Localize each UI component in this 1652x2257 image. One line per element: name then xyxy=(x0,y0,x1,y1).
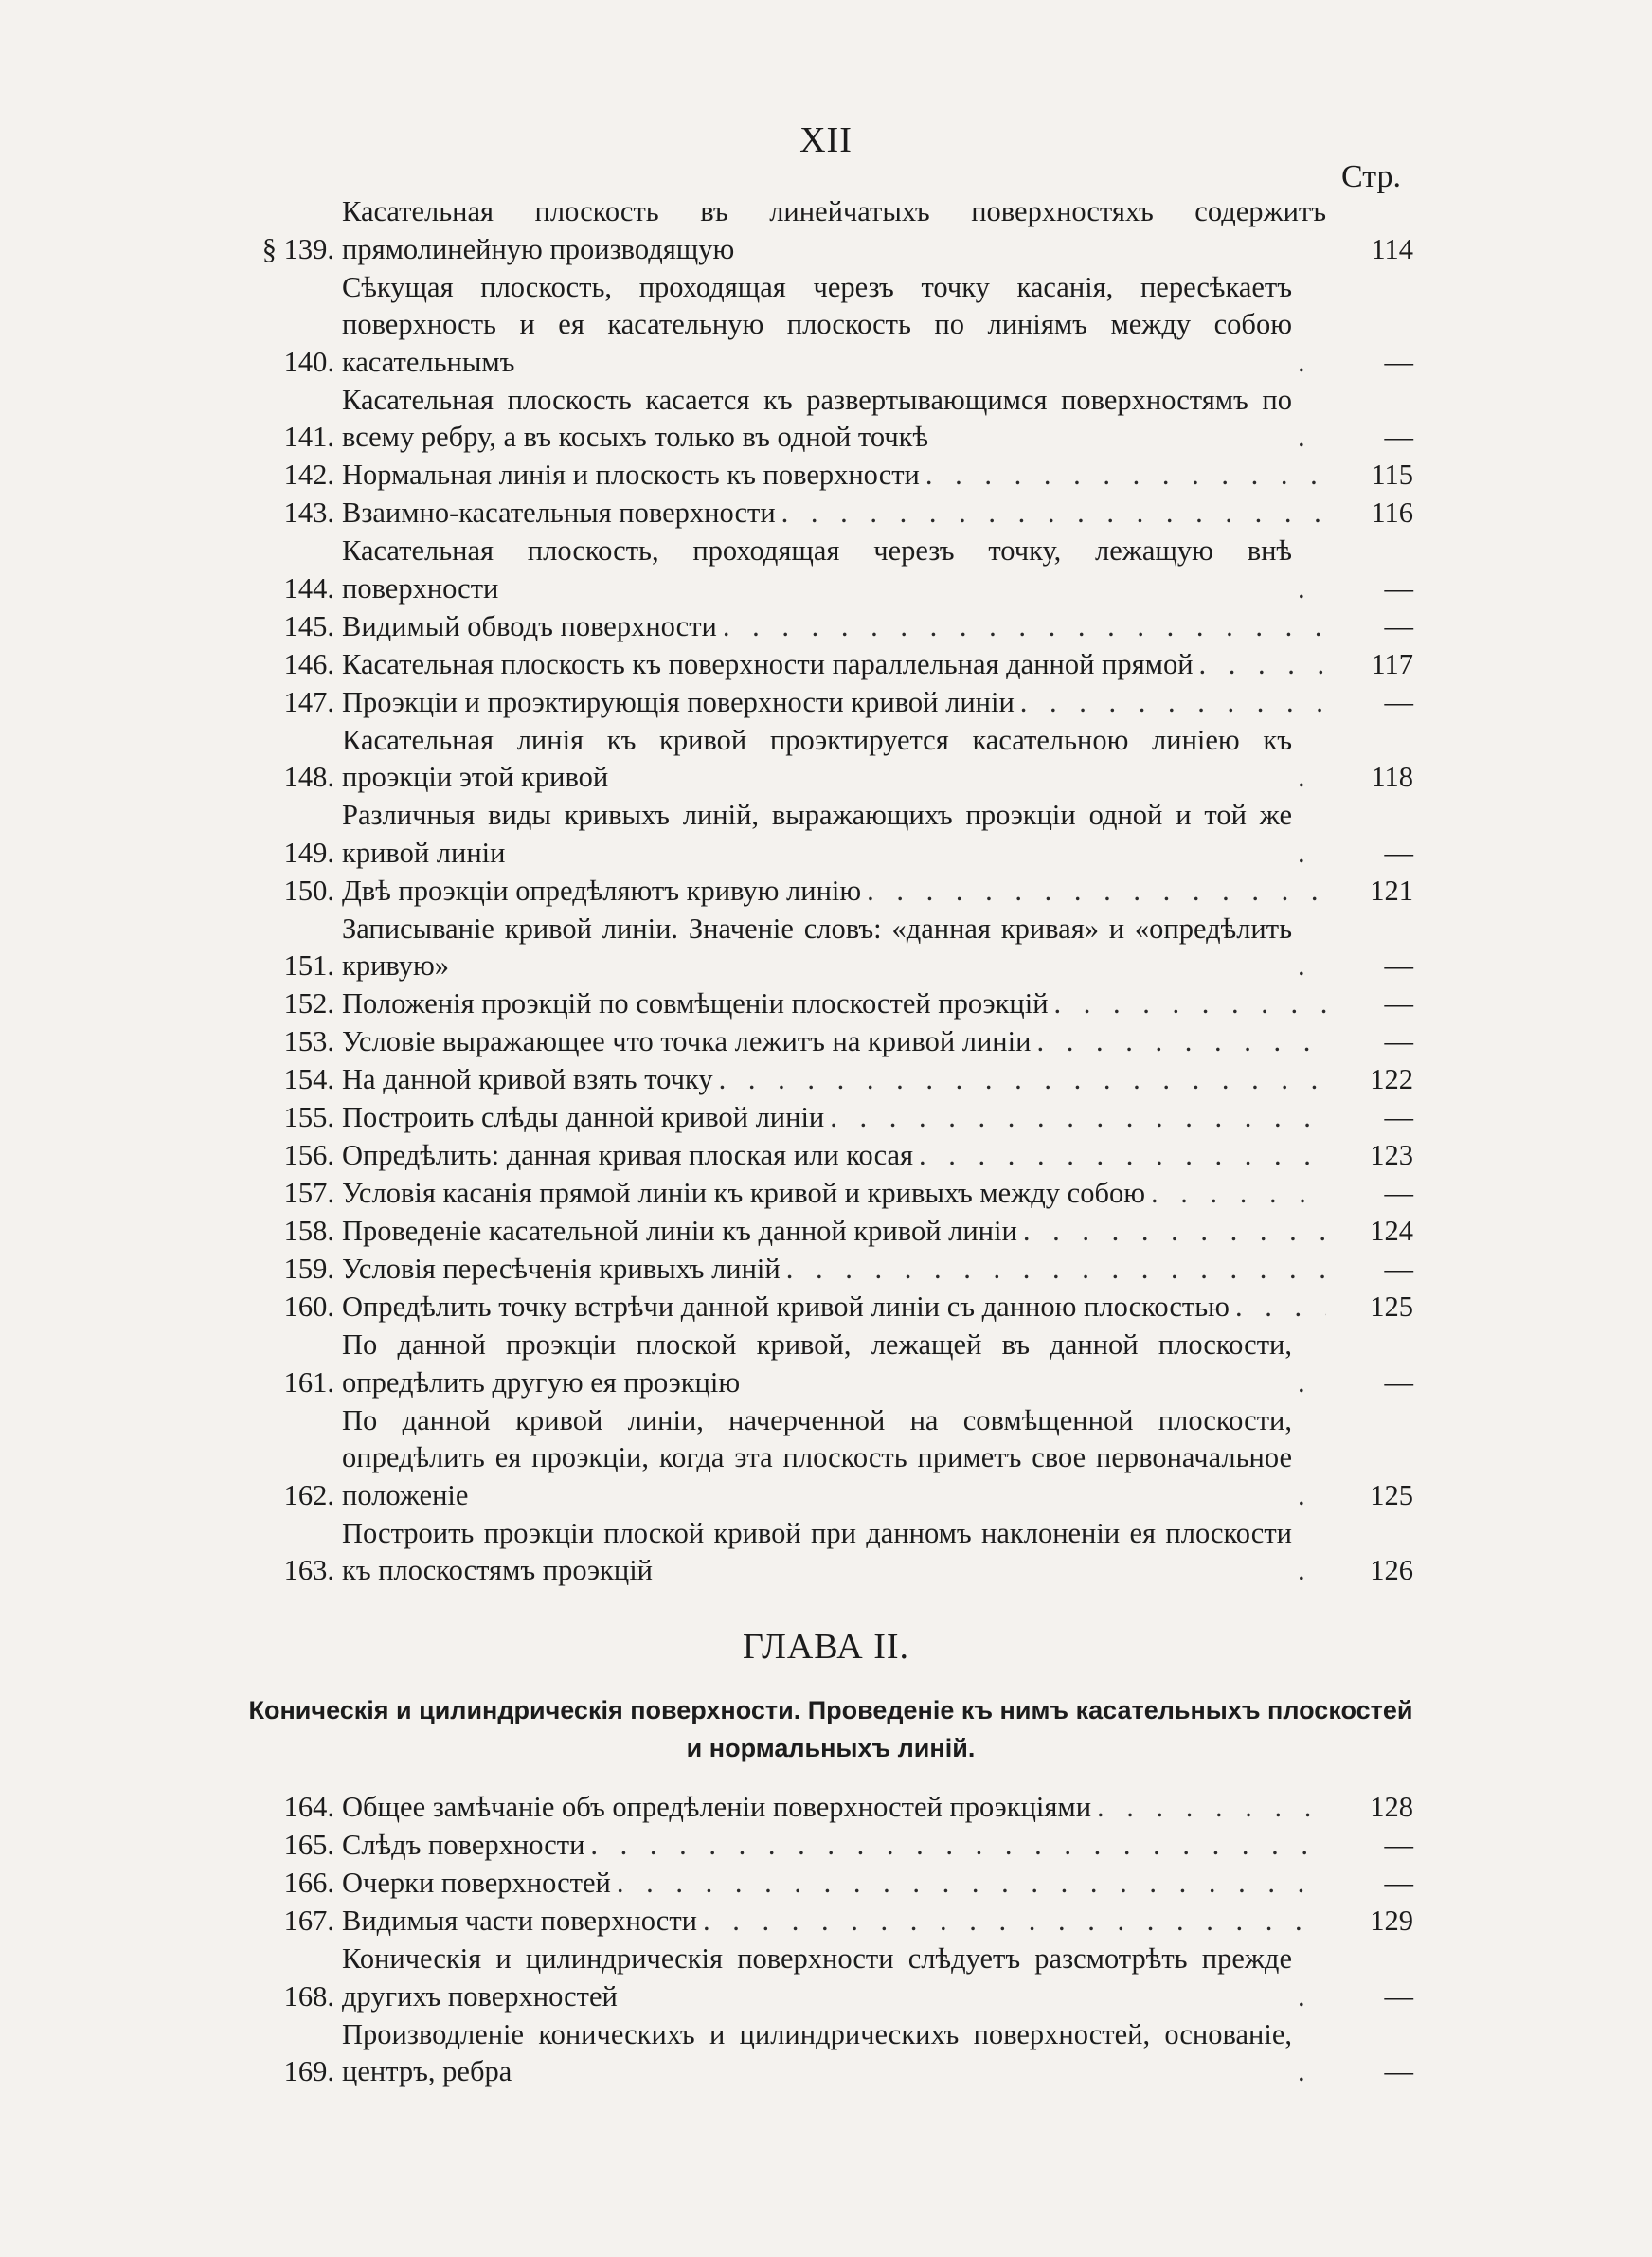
toc-entry-title: Условія касанія прямой линіи къ кривой и кривыхъ между собою xyxy=(342,1177,1145,1209)
toc-entry-page: — xyxy=(1384,1979,1413,2013)
table-of-contents-part1 xyxy=(248,193,1413,1590)
toc-entry xyxy=(248,1175,1413,1213)
chapter-subtitle-line2: и нормальныхъ линій. xyxy=(686,1734,976,1762)
toc-entry-page: — xyxy=(1384,836,1413,869)
toc-entry-number: 158. xyxy=(283,1215,334,1247)
chapter-subtitle-line1: Коническія и цилиндрическія поверхности. Проведеніе къ нимъ касательныхъ плоскостей xyxy=(248,1696,1413,1724)
toc-entry-title: Касательная линія къ кривой проэктируется касательною линіею къ проэкціи этой кривой xyxy=(342,723,1292,793)
toc-entry-title: Различныя виды кривыхъ линій, выражающихъ проэкціи одной и той же кривой линіи xyxy=(342,799,1292,869)
leader-dots xyxy=(1049,985,1326,1023)
toc-entry-page: 124 xyxy=(1370,1215,1413,1247)
toc-entry xyxy=(248,1251,1413,1289)
toc-entry xyxy=(248,797,1413,872)
toc-entry-title: На данной кривой взять точку xyxy=(342,1063,713,1095)
toc-entry-page: — xyxy=(1384,1867,1413,1899)
chapter-title: ГЛАВА II. xyxy=(742,1627,910,1667)
toc-entry-number: 143. xyxy=(283,497,334,529)
toc-entry-title: Положенія проэкцій по совмѣщеніи плоскостей проэкцій xyxy=(342,987,1049,1020)
leader-dots xyxy=(1031,1023,1326,1061)
toc-entry xyxy=(248,1023,1413,1061)
leader-dots xyxy=(1230,1289,1326,1327)
toc-entry-number: 162. xyxy=(283,1478,334,1511)
toc-entry-title: Проэкціи и проэктирующія поверхности кривой линіи xyxy=(342,685,1015,718)
chapter-subtitle xyxy=(248,1691,1413,1767)
toc-entry-number: 153. xyxy=(283,1025,334,1057)
toc-entry xyxy=(248,1289,1413,1327)
toc-entry-page: 123 xyxy=(1370,1139,1413,1171)
leader-dots xyxy=(913,1137,1326,1175)
toc-entry-number: 147. xyxy=(283,685,334,718)
toc-entry xyxy=(248,2016,1413,2091)
toc-entry xyxy=(248,1213,1413,1251)
toc-entry-number: 159. xyxy=(283,1253,334,1285)
toc-entry xyxy=(248,1327,1413,1401)
toc-entry xyxy=(248,608,1413,646)
leader-dots xyxy=(584,1827,1326,1865)
toc-entry-page: — xyxy=(1384,609,1413,642)
toc-entry-title: По данной проэкціи плоской кривой, лежащей въ данной плоскости, опредѣлить другую ея проэкцію xyxy=(342,1328,1292,1399)
page-number: XII xyxy=(799,120,853,160)
leader-dots xyxy=(776,495,1326,533)
toc-entry-title: Опредѣлить точку встрѣчи данной кривой линіи съ данною плоскостью xyxy=(342,1291,1230,1323)
page-column-header: Стр. xyxy=(1340,159,1401,194)
toc-entry-title: Нормальная линія и плоскость къ поверхности xyxy=(342,459,920,491)
leader-dots xyxy=(1292,1552,1326,1590)
toc-entry-page: 116 xyxy=(1371,497,1413,529)
leader-dots xyxy=(1145,1175,1326,1213)
toc-entry-page: 128 xyxy=(1370,1791,1413,1823)
toc-entry-title: Коническія и цилиндрическія поверхности слѣдуетъ разсмотрѣть прежде другихъ поверхностей xyxy=(342,1942,1292,2013)
toc-entry-number: 150. xyxy=(283,874,334,907)
toc-entry-page: 121 xyxy=(1370,874,1413,907)
toc-entry-page: 122 xyxy=(1370,1063,1413,1095)
toc-entry-page: 117 xyxy=(1371,647,1413,680)
toc-entry xyxy=(248,684,1413,722)
toc-entry xyxy=(248,1903,1413,1941)
toc-entry-page: — xyxy=(1384,987,1413,1020)
leader-dots xyxy=(1292,1477,1326,1515)
toc-entry-number: 146. xyxy=(283,647,334,680)
toc-entry-title: Опредѣлить: данная кривая плоская или косая xyxy=(342,1139,914,1171)
toc-entry-page: — xyxy=(1384,1253,1413,1285)
leader-dots xyxy=(1292,419,1326,457)
toc-entry-number: 142. xyxy=(283,459,334,491)
toc-entry-title: Условіе выражающее что точка лежитъ на кривой линіи xyxy=(342,1025,1032,1057)
toc-entry-page: 115 xyxy=(1371,459,1413,491)
toc-entry-number: 156. xyxy=(283,1139,334,1171)
toc-entry-page: 129 xyxy=(1370,1905,1413,1937)
leader-dots xyxy=(1091,1789,1326,1827)
toc-entry-title: Очерки поверхностей xyxy=(342,1867,611,1899)
toc-entry-title: Записываніе кривой линіи. Значеніе словъ: «данная кривая» и «опредѣлить кривую» xyxy=(342,912,1292,982)
toc-entry-title: Сѣкущая плоскость, проходящая черезъ точку касанія, пересѣкаетъ поверхность и ея касательную плоскость по линіямъ между собою касательнымъ xyxy=(342,270,1292,378)
leader-dots xyxy=(1292,2053,1326,2091)
leader-dots xyxy=(713,1061,1326,1099)
toc-entry xyxy=(248,269,1413,382)
toc-entry xyxy=(248,873,1413,911)
toc-entry xyxy=(248,722,1413,797)
toc-entry-number: 154. xyxy=(283,1063,334,1095)
toc-entry-number: 148. xyxy=(283,761,334,793)
leader-dots xyxy=(824,1099,1326,1137)
toc-entry xyxy=(248,1402,1413,1515)
toc-entry-number: 166. xyxy=(283,1867,334,1899)
table-of-contents-part2 xyxy=(248,1789,1413,2091)
toc-entry-number: 163. xyxy=(283,1554,334,1586)
toc-entry-page: — xyxy=(1384,2055,1413,2087)
leader-dots xyxy=(1292,948,1326,985)
toc-entry xyxy=(248,1789,1413,1827)
toc-entry-page: — xyxy=(1384,1177,1413,1209)
toc-entry-number: 140. xyxy=(283,345,334,378)
toc-entry-title: Касательная плоскость касается къ развертывающимся поверхностямъ по всему ребру, а въ косыхъ только въ одной точкѣ xyxy=(342,383,1292,453)
toc-entry-number: 168. xyxy=(283,1979,334,2013)
toc-entry-number: 169. xyxy=(283,2055,334,2087)
leader-dots xyxy=(717,608,1326,646)
leader-dots xyxy=(1194,646,1326,684)
toc-entry-title: Производленіе коническихъ и цилиндрическихъ поверхностей, основаніе, центръ, ребра xyxy=(342,2017,1292,2087)
toc-entry-page: — xyxy=(1384,949,1413,982)
toc-entry xyxy=(248,457,1413,495)
toc-entry-number: 167. xyxy=(283,1905,334,1937)
toc-entry xyxy=(248,1941,1413,2015)
toc-entry xyxy=(248,495,1413,533)
toc-entry-number: 157. xyxy=(283,1177,334,1209)
leader-dots xyxy=(1292,1978,1326,2016)
toc-entry-page: — xyxy=(1384,1025,1413,1057)
toc-entry-page: — xyxy=(1384,345,1413,378)
toc-entry-number: 165. xyxy=(283,1829,334,1861)
toc-entry-page: 126 xyxy=(1370,1554,1413,1586)
toc-entry-number: 144. xyxy=(283,571,334,605)
toc-entry-number: 151. xyxy=(283,949,334,982)
toc-entry-number: 164. xyxy=(283,1791,334,1823)
toc-entry-number: 155. xyxy=(283,1101,334,1133)
toc-entry-number: 145. xyxy=(283,609,334,642)
toc-entry-title: Касательная плоскость въ линейчатыхъ поверхностяхъ содержитъ прямолинейную производящую xyxy=(342,195,1326,265)
toc-entry-number: 160. xyxy=(283,1291,334,1323)
toc-entry xyxy=(248,1865,1413,1903)
toc-entry-title: Условія пересѣченія кривыхъ линій xyxy=(342,1253,781,1285)
leader-dots xyxy=(1015,684,1326,722)
toc-entry xyxy=(248,1515,1413,1590)
leader-dots xyxy=(781,1251,1326,1289)
leader-dots xyxy=(1017,1213,1326,1251)
toc-entry-number: § 139. xyxy=(261,232,334,265)
toc-entry xyxy=(248,646,1413,684)
toc-entry xyxy=(248,193,1413,268)
toc-entry-page: — xyxy=(1384,1829,1413,1861)
toc-entry-title: Общее замѣчаніе объ опредѣленіи поверхностей проэкціями xyxy=(342,1791,1092,1823)
toc-entry-page: — xyxy=(1384,1101,1413,1133)
toc-entry-title: Видимыя части поверхности xyxy=(342,1905,697,1937)
toc-entry-title: Касательная плоскость къ поверхности параллельная данной прямой xyxy=(342,647,1194,680)
toc-entry-page: — xyxy=(1384,571,1413,605)
leader-dots xyxy=(861,873,1326,911)
leader-dots xyxy=(697,1903,1326,1941)
toc-entry xyxy=(248,985,1413,1023)
leader-dots xyxy=(1292,1364,1326,1402)
toc-entry-title: Взаимно-касательныя поверхности xyxy=(342,497,776,529)
toc-entry-title: Касательная плоскость, проходящая черезъ точку, лежащую внѣ поверхности xyxy=(342,534,1292,605)
toc-entry xyxy=(248,1061,1413,1099)
toc-entry-title: Проведеніе касательной линіи къ данной кривой линіи xyxy=(342,1215,1017,1247)
toc-entry xyxy=(248,382,1413,457)
toc-entry-page: 125 xyxy=(1370,1291,1413,1323)
toc-entry-title: Слѣдъ поверхности xyxy=(342,1829,585,1861)
toc-entry xyxy=(248,533,1413,607)
toc-entry-page: 125 xyxy=(1370,1478,1413,1511)
toc-entry-page: — xyxy=(1384,421,1413,453)
leader-dots xyxy=(1292,759,1326,797)
toc-entry xyxy=(248,1137,1413,1175)
toc-entry-page: 118 xyxy=(1371,761,1413,793)
toc-entry-number: 149. xyxy=(283,836,334,869)
toc-entry-number: 161. xyxy=(283,1365,334,1399)
toc-entry-title: По данной кривой линіи, начерченной на совмѣщенной плоскости, опредѣлить ея проэкціи, когда эта плоскость приметъ свое первоначальное положеніе xyxy=(342,1403,1292,1511)
leader-dots xyxy=(920,457,1326,495)
toc-entry-page: 114 xyxy=(1371,232,1413,265)
toc-entry-title: Видимый обводъ поверхности xyxy=(342,609,717,642)
toc-entry-title: Построить слѣды данной кривой линіи xyxy=(342,1101,825,1133)
toc-entry-title: Построить проэкціи плоской кривой при данномъ наклоненіи ея плоскости къ плоскостямъ проэкцій xyxy=(342,1516,1292,1586)
leader-dots xyxy=(1292,835,1326,873)
toc-entry-number: 141. xyxy=(283,421,334,453)
toc-entry xyxy=(248,1099,1413,1137)
leader-dots xyxy=(1292,344,1326,382)
toc-entry-number: 152. xyxy=(283,987,334,1020)
leader-dots xyxy=(611,1865,1326,1903)
toc-entry xyxy=(248,1827,1413,1865)
toc-entry-page: — xyxy=(1384,685,1413,718)
toc-entry-title: Двѣ проэкціи опредѣляютъ кривую линію xyxy=(342,874,862,907)
toc-entry-page: — xyxy=(1384,1365,1413,1399)
leader-dots xyxy=(1292,570,1326,608)
toc-entry xyxy=(248,911,1413,985)
